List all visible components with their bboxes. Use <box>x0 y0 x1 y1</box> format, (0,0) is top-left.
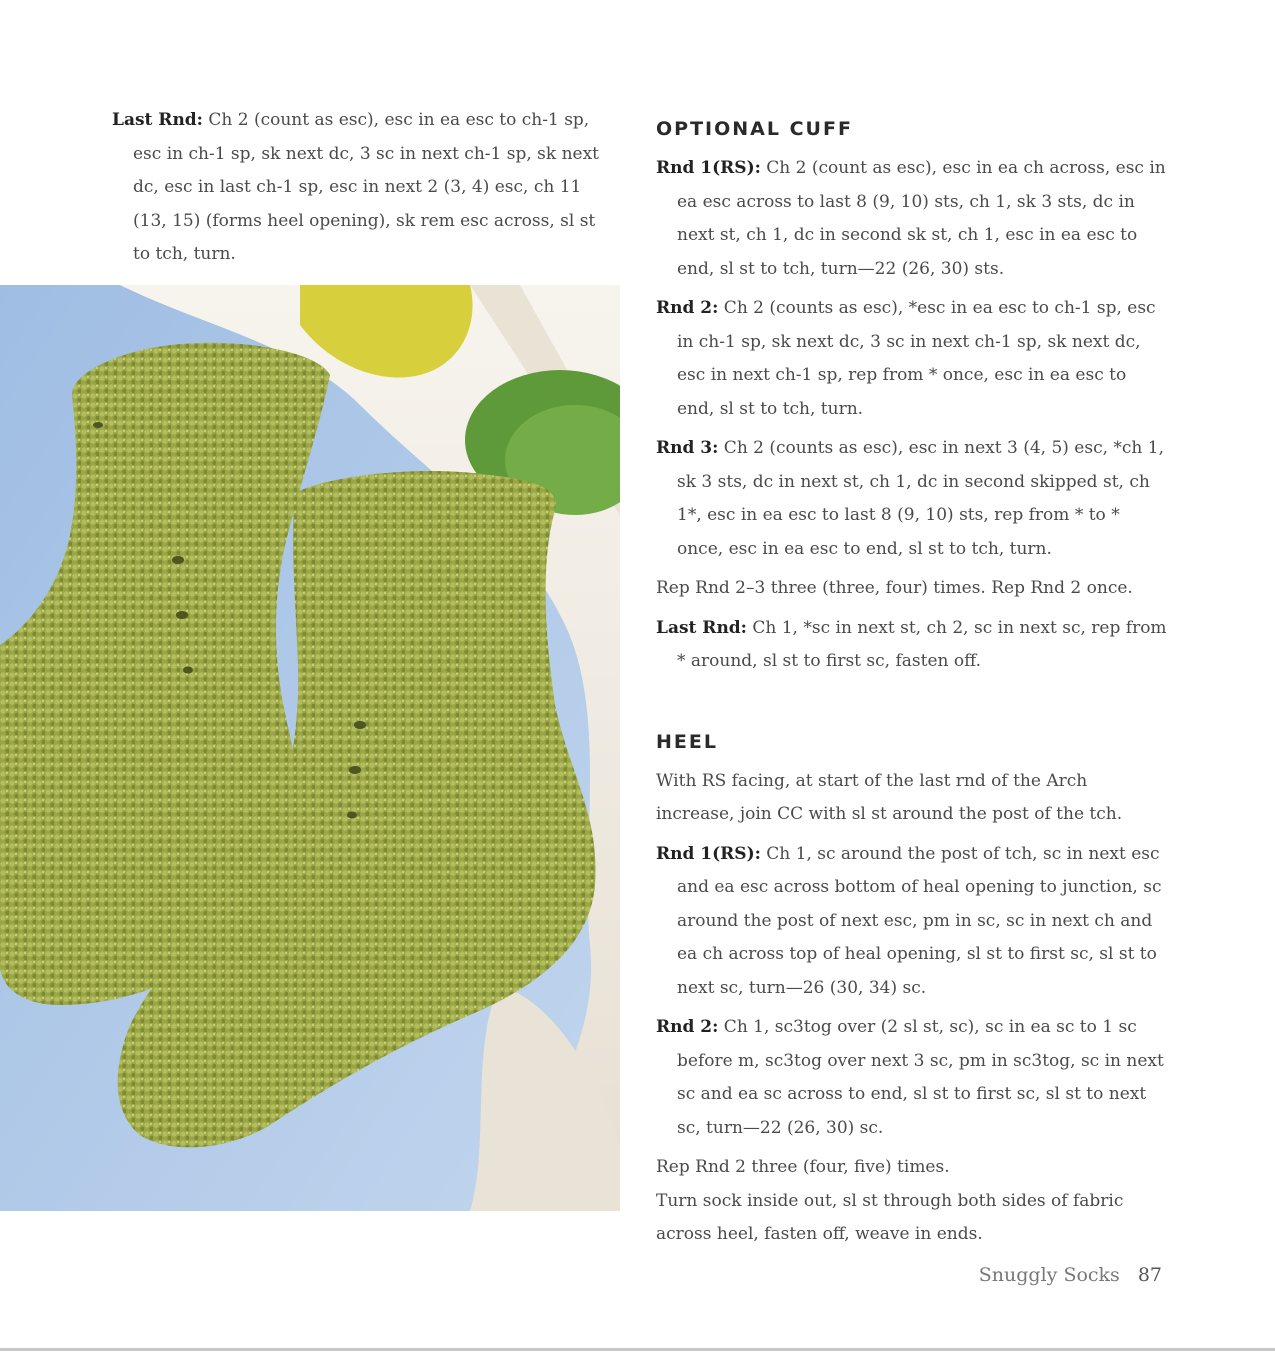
heel-rnd1-label: Rnd 1(RS): <box>656 843 761 864</box>
heel-rnd2-paragraph <box>656 1011 1168 1145</box>
section-gap <box>656 685 1168 723</box>
left-last-rnd-paragraph <box>112 104 612 272</box>
running-title: Snuggly Socks <box>978 1264 1120 1286</box>
socks-photo <box>0 285 620 1211</box>
cuff-last-rnd-text: Ch 1, *sc in next st, ch 2, sc in next sc, rep from * around, sl st to first sc, fasten off. <box>677 617 1167 671</box>
cuff-rep-instruction: Rep Rnd 2–3 three (three, four) times. Rep Rnd 2 once. <box>656 578 1133 598</box>
cuff-rnd2-paragraph <box>656 292 1168 426</box>
cuff-rnd3-label: Rnd 3: <box>656 438 719 458</box>
heel-rnd1-paragraph <box>656 838 1168 1006</box>
cuff-rnd1-text: Ch 2 (count as esc), esc in ea ch across, esc in ea esc across to last 8 (9, 10) sts, ch 1, sk 3 sts, dc in next st, ch 1, dc in second sk st, ch 1, esc in ea esc to end, sl st to tch, turn—22 (26, 30) sts. <box>677 158 1166 279</box>
page-number: 87 <box>1137 1264 1162 1286</box>
cuff-rnd1-label: Rnd 1(RS): <box>656 158 761 178</box>
heel-rnd1-text: Ch 1, sc around the post of tch, sc in next esc and ea esc across bottom of heal opening to junction, sc around the post of next esc, pm in sc, sc in next ch and ea ch across top of heal opening, sl st to first sc, sl st to next sc, turn—26 (30, 34) sc. <box>677 843 1162 998</box>
cuff-last-rnd-paragraph <box>656 612 1168 679</box>
page-footer <box>979 1264 1162 1286</box>
bottom-rule <box>0 1348 1275 1351</box>
heel-heading: HEEL <box>656 730 718 753</box>
cuff-last-rnd-label: Last Rnd: <box>656 617 747 638</box>
socks-illustration <box>0 285 620 1211</box>
heel-rnd2-text: Ch 1, sc3tog over (2 sl st, sc), sc in ea sc to 1 sc before m, sc3tog over next 3 sc, pm in sc3tog, sc in next sc and ea sc across to end, sl st to first sc, sl st to next sc, turn—22 (26, 30) sc. <box>677 1017 1164 1138</box>
cuff-rnd2-label: Rnd 2: <box>656 298 719 318</box>
cuff-rnd3-paragraph <box>656 432 1168 566</box>
left-text-block <box>112 104 612 272</box>
heel-intro: With RS facing, at start of the last rnd of the Arch increase, join CC with sl st around the post of the tch. <box>656 770 1123 824</box>
heel-finish-instruction: Turn sock inside out, sl st through both sides of fabric across heel, fasten off, weave in ends. <box>656 1190 1124 1244</box>
cuff-rnd2-text: Ch 2 (counts as esc), *esc in ea esc to ch-1 sp, esc in ch-1 sp, sk next dc, 3 sc in next ch-1 sp, sk next dc, esc in next ch-1 sp, rep from * once, esc in ea esc to end, sl st to tch, turn. <box>677 298 1156 419</box>
cuff-rnd3-text: Ch 2 (counts as esc), esc in next 3 (4, 5) esc, *ch 1, sk 3 sts, dc in next st, ch 1, dc in second skipped st, ch 1*, esc in ea esc to last 8 (9, 10) sts, rep from * to * once, esc in ea esc to end, sl st to tch, turn. <box>677 438 1165 559</box>
left-last-rnd-label: Last Rnd: <box>112 110 203 130</box>
left-last-rnd-text: Ch 2 (count as esc), esc in ea esc to ch-1 sp, esc in ch-1 sp, sk next dc, 3 sc in next ch-1 sp, sk next dc, esc in last ch-1 sp, esc in next 2 (3, 4) esc, ch 11 (13, 15) (forms heel opening), sk rem esc across, sl st to tch, turn. <box>133 110 600 264</box>
optional-cuff-heading: OPTIONAL CUFF <box>656 118 853 140</box>
cuff-rnd1-paragraph <box>656 152 1168 286</box>
heel-rep-instruction: Rep Rnd 2 three (four, five) times. <box>656 1157 950 1177</box>
heel-rnd2-label: Rnd 2: <box>656 1017 719 1037</box>
right-column <box>656 110 1168 1252</box>
